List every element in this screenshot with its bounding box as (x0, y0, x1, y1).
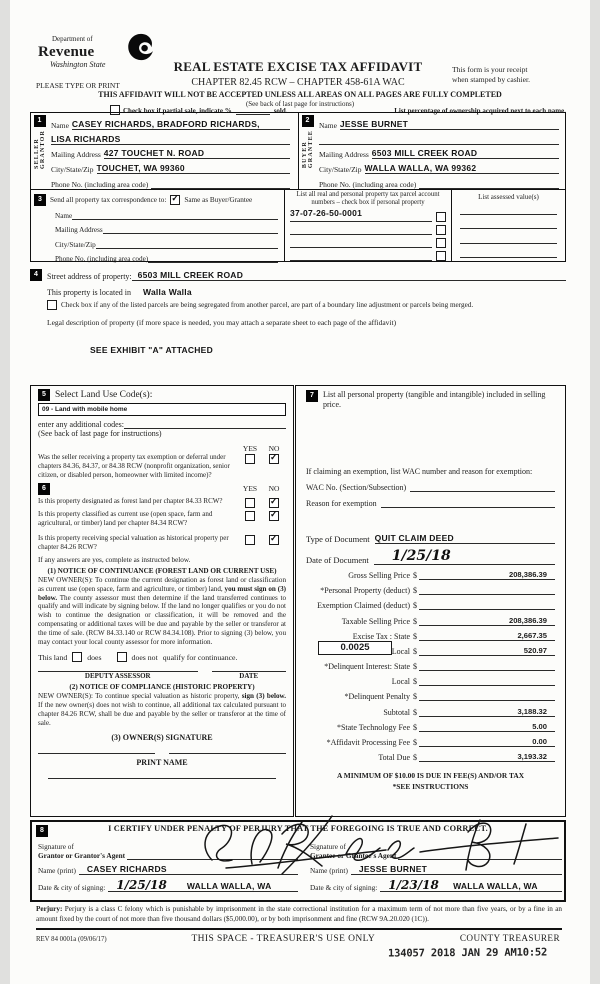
dollar-sign: $ (413, 662, 417, 672)
certify-statement: I CERTIFY UNDER PENALTY OF PERJURY THAT THE FOREGOING IS TRUE AND CORRECT. (108, 824, 488, 833)
q-historic-yes-checkbox[interactable] (245, 535, 255, 545)
cashier-date-stamp: 134057 2018 JAN 29 AM10:52 (387, 946, 548, 960)
yes-label: YES (242, 444, 258, 453)
q-forest-yes-checkbox[interactable] (245, 498, 255, 508)
grantee-date-value: 1/23/18 (388, 878, 439, 892)
deputy-assessor-label: DEPUTY ASSESSOR (84, 672, 151, 681)
corr-name-label: Name (55, 212, 73, 221)
street-address-label: Street address of property: (47, 272, 132, 281)
affidavit-processing-fee-field[interactable]: 0.00 (419, 737, 555, 747)
form-title: REAL ESTATE EXCISE TAX AFFIDAVIT (173, 59, 423, 74)
q-exemption-no-checkbox[interactable] (269, 454, 279, 464)
buyer-section (298, 113, 567, 189)
owner-signature-field-1[interactable] (38, 753, 155, 754)
grantee-city-field[interactable] (429, 881, 562, 892)
deputy-assessor-date-field[interactable] (212, 671, 286, 672)
date-of-document-label: Date of Document (306, 554, 369, 565)
grantor-name-value: CASEY RICHARDS (86, 864, 167, 874)
money-row: Local $ (306, 671, 555, 686)
type-of-document-field[interactable] (375, 533, 555, 544)
money-row: *Personal Property (deduct) $ (306, 580, 555, 595)
money-row: Subtotal $ 3,188.32 (306, 701, 555, 716)
check-icon: ✓ (270, 532, 278, 543)
buyer-name-label: Name (319, 120, 337, 130)
notice1-title: (1) NOTICE OF CONTINUANCE (FOREST LAND OR CURRENT USE) (47, 566, 277, 575)
county-treasurer-label: COUNTY TREASURER (459, 933, 560, 943)
minimum-note: A MINIMUM OF $10.00 IS DUE IN FEE(S) AND/OR TAX *SEE INSTRUCTIONS (336, 771, 525, 791)
please-type-or-print: PLEASE TYPE OR PRINT (36, 81, 120, 90)
excise-tax-local-field[interactable]: 520.97 (419, 646, 555, 656)
corr-mailing-label: Mailing Address (55, 226, 103, 235)
corr-mailing-field[interactable] (103, 233, 278, 234)
money-row: Total Due $ 3,193.32 (306, 747, 555, 762)
dor-swirl-icon (126, 32, 156, 62)
does-label: does (87, 652, 102, 662)
buyer-name-value: JESSE BURNET (339, 118, 409, 129)
section-7-number: 7 (306, 390, 318, 402)
street-address-field[interactable] (132, 270, 566, 281)
grantee-sig-label: Signature of Grantee or Grantee's Agent (310, 841, 397, 860)
gross-selling-price-field[interactable]: 208,386.39 (419, 570, 555, 580)
personal-property-checkbox-3[interactable] (436, 238, 446, 248)
buyer-mailing-field[interactable] (372, 148, 559, 159)
grantee-signature-field[interactable] (398, 859, 562, 860)
seller-city-label: City/State/Zip (51, 165, 94, 175)
grantor-city-field[interactable] (160, 881, 298, 892)
additional-codes-label: enter any additional codes: (38, 420, 124, 429)
section-1-number: 1 (34, 115, 46, 127)
send-correspondence-label: Send all property tax correspondence to: (50, 196, 167, 204)
correspondence-left (31, 190, 284, 261)
this-land-label: This land (38, 652, 68, 662)
corr-phone-label: Phone No. (including area code) (55, 254, 149, 263)
partial-sale-sold: sold. (273, 107, 288, 115)
forest-question-row (38, 497, 286, 510)
seller-mailing-field[interactable] (104, 148, 290, 159)
dollar-sign: $ (413, 646, 417, 656)
money-row: Gross Selling Price $ 208,386.39 (306, 565, 555, 580)
seller-name-value: CASEY RICHARDS, BRADFORD RICHARDS, (71, 118, 260, 129)
parcel-numbers-column (284, 190, 452, 261)
legal-description-label: Legal description of property (if more space is needed, you may attach a separate sheet to each page of the affidavit) (47, 318, 397, 327)
money-row: *Delinquent Interest: State $ (306, 656, 555, 671)
print-name-line (38, 778, 286, 779)
money-row: *State Technology Fee $ 5.00 (306, 717, 555, 732)
seller-name-field-2[interactable] (51, 134, 290, 145)
buyer-phone-label: Phone No. (including area code) (319, 179, 417, 189)
wac-field[interactable] (410, 491, 555, 492)
grantor-date-label: Date & city of signing: (38, 883, 106, 892)
personal-property-text: List all personal property (tangible and intangible) included in selling price. (323, 390, 546, 410)
local-rate-box: 0.0025 (318, 641, 392, 655)
check-icon: ✓ (171, 193, 179, 203)
see-back-note-2: (See back of last page for instructions) (38, 429, 162, 438)
grantee-name-label: Name (print) (310, 866, 348, 875)
does-not-checkbox[interactable] (117, 652, 127, 662)
owner-signature-lines (38, 753, 286, 754)
parcel-number-field[interactable] (290, 203, 432, 222)
parcel-field-4[interactable] (290, 260, 432, 261)
money-row: *Affidavit Processing Fee $ 0.00 (306, 732, 555, 747)
money-row: Exemption Claimed (deduct) $ (306, 595, 555, 610)
historic-question-row (38, 534, 286, 552)
grantor-name-label: Name (print) (38, 866, 76, 875)
corr-phone-field[interactable] (148, 262, 278, 263)
located-in-label: This property is located in (47, 288, 131, 297)
check-icon: ✓ (270, 495, 278, 506)
seller-mailing-value: 427 TOUCHET N. ROAD (103, 148, 205, 159)
assessed-field-2[interactable] (460, 228, 557, 229)
form-chapter: CHAPTER 82.45 RCW – CHAPTER 458-61A WAC (191, 77, 405, 88)
q-historic-no-checkbox[interactable] (269, 532, 279, 545)
logo-line2: Revenue (38, 43, 95, 60)
if-any-note: If any answers are yes, complete as instructed below. (38, 555, 191, 564)
print-name-field[interactable] (48, 778, 276, 779)
receipt-line2: when stamped by cashier. (452, 75, 531, 85)
historic-question: Is this property receiving special valuation as historical property per chapter 84.26 RCW? (38, 533, 229, 551)
state-technology-fee-field[interactable]: 5.00 (419, 722, 555, 732)
type-of-document-value: QUIT CLAIM DEED (374, 532, 454, 543)
receipt-note (452, 65, 572, 86)
segregated-text: Check box if any of the listed parcels are being segregated from another parcel, are part of a boundary line adjustment or parcels being merged. (61, 300, 474, 309)
seller-section (31, 113, 298, 189)
partial-sale-label: Check box if partial sale, indicate % (123, 107, 232, 115)
assessed-field-1[interactable] (460, 214, 557, 215)
check-icon: ✓ (270, 508, 278, 519)
corr-city-label: City/State/Zip (55, 240, 96, 249)
see-back-note: (See back of last page for instructions) (245, 100, 355, 108)
seller-name-value-2: LISA RICHARDS (51, 133, 121, 144)
buyer-name-field-2[interactable] (319, 144, 559, 145)
receipt-line1: This form is your receipt (452, 65, 528, 74)
yes-label-6: YES (242, 484, 258, 494)
forest-question: Is this property designated as forest land per chapter 84.33 RCW? (38, 496, 223, 505)
seller-name-field[interactable] (72, 119, 290, 130)
footer-row (36, 933, 560, 944)
yes-no-header-5 (38, 444, 286, 453)
buyer-name-field[interactable] (340, 119, 559, 130)
q-currentuse-no-checkbox[interactable] (269, 508, 279, 521)
personal-property-column (295, 385, 566, 817)
section-4-number: 4 (30, 269, 42, 281)
personal-property-checkbox-4[interactable] (436, 251, 446, 261)
assessed-field-4[interactable] (460, 257, 557, 258)
notice1-body: NEW OWNER(S): To continue the current designation as forest land or classification as current use (open space, farm and agriculture, or timber) land, you must sign on (3) below. The county assessor must then determine if the land transferred continues to qualify and will indicate by signing below. If the land no longer qualifies or you do not wish to continue the designation or classification, it will be removed and the compensating or additional taxes will be due and payable by the seller or transferor at the time of sale. (RCW 84.33.140 or RCW 84.34.108). Prior to signing (3) below, you may contact your local county assessor for more information. (38, 575, 286, 647)
reason-label: Reason for exemption (306, 498, 377, 508)
dor-logo (38, 36, 105, 69)
scan-edge-left (0, 0, 10, 984)
not-accepted-notice: THIS AFFIDAVIT WILL NOT BE ACCEPTED UNLESS ALL AREAS ON ALL PAGES ARE FULLY COMPLETED (98, 90, 502, 99)
parties-box (30, 112, 566, 262)
q-currentuse-yes-checkbox[interactable] (245, 511, 255, 521)
dollar-sign: $ (413, 601, 417, 611)
deputy-assessor-lines (38, 671, 286, 672)
notice2-title: (2) NOTICE OF COMPLIANCE (HISTORIC PROPERTY) (69, 683, 255, 692)
section-6-bar (38, 483, 286, 495)
no-label-6: NO (268, 484, 280, 494)
dollar-sign: $ (413, 753, 417, 763)
type-of-document-label: Type of Document (306, 533, 370, 544)
personal-property-checkbox-2[interactable] (436, 225, 446, 235)
seller-city-field[interactable] (97, 163, 291, 174)
dollar-sign: $ (413, 722, 417, 732)
land-use-title: Select Land Use Code(s): (55, 390, 153, 400)
corr-name-field[interactable] (72, 219, 278, 220)
dollar-sign: $ (413, 677, 417, 687)
section-3-number: 3 (34, 194, 46, 206)
grantor-sig-label: Signature of Grantor or Grantor's Agent (38, 841, 126, 860)
section-5-number: 5 (38, 389, 50, 401)
qualify-label: qualify for continuance. (162, 652, 238, 662)
buyer-side-label: BUYER GRANTEE (301, 130, 314, 169)
property-address-section (30, 264, 566, 355)
owners-signature-label: (3) OWNER(S) SIGNATURE (111, 732, 213, 742)
grantor-name-field[interactable] (79, 864, 298, 875)
segregated-checkbox[interactable] (47, 300, 57, 310)
grantor-date-field[interactable] (108, 878, 167, 892)
ownership-note: List percentage of ownership acquired next to each name. (394, 107, 566, 115)
grantee-signature-block (310, 839, 562, 892)
dollar-sign: $ (413, 570, 417, 580)
check-icon: ✓ (270, 452, 278, 462)
form-revision: REV 84 0001a (09/06/17) (36, 936, 107, 943)
street-address-value: 6503 MILL CREEK ROAD (137, 270, 244, 280)
exemption-question: Was the seller receiving a property tax exemption or deferral under chapters 84.36, 84.37, or 84.38 RCW (nonprofit organization, senior citizen, or disabled person, homeowner with limited income)? (38, 453, 230, 479)
does-checkbox[interactable] (72, 652, 82, 662)
buyer-city-value: WALLA WALLA, WA 99362 (364, 163, 477, 174)
grantor-signature-block (38, 839, 298, 892)
located-in-value: Walla Walla (142, 287, 192, 297)
logo-line1: Department of (52, 35, 93, 43)
scan-edge-right (590, 0, 600, 984)
logo-line3: Washington State (50, 59, 106, 69)
section-6-number: 6 (38, 483, 50, 495)
dollar-sign: $ (413, 692, 417, 702)
same-as-buyer-label: Same as Buyer/Grantee (184, 196, 253, 204)
additional-codes-field[interactable] (124, 428, 286, 429)
q-forest-no-checkbox[interactable] (269, 495, 279, 508)
buyer-mailing-label: Mailing Address (319, 150, 369, 160)
taxable-selling-price-field[interactable]: 208,386.39 (419, 616, 555, 626)
dollar-sign: $ (413, 631, 417, 641)
owner-signature-field-2[interactable] (169, 753, 286, 754)
grantee-name-value: JESSE BURNET (358, 864, 428, 874)
grantee-date-label: Date & city of signing: (310, 883, 378, 892)
q-exemption-yes-checkbox[interactable] (245, 454, 255, 464)
grantor-city-value: WALLA WALLA, WA (186, 881, 272, 891)
perjury-statement: Perjury: Perjury is a class C felony which is punishable by imprisonment in the state correctional institution for a maximum term of not more than five years, or by a fine in an amount fixed by the court of not more than five thousand dollars ($5,000.00), or by both imprisonment and fine (RCW 9A.20.020 (1C)). (36, 905, 562, 930)
exemption-heading: If claiming an exemption, list WAC number and reason for exemption: (306, 466, 533, 476)
parcel-field-3[interactable] (290, 247, 432, 248)
exemption-question-row (38, 453, 286, 480)
wac-label: WAC No. (Section/Subsection) (306, 482, 407, 492)
seller-fields (48, 113, 298, 189)
buyer-mailing-value: 6503 MILL CREEK ROAD (371, 148, 478, 159)
form-title-block (120, 59, 476, 88)
this-land-row (38, 652, 286, 662)
personal-property-checkbox-1[interactable] (436, 212, 446, 222)
section-7-header (306, 390, 555, 411)
assessed-values-column (452, 190, 565, 261)
reason-field[interactable] (381, 507, 555, 508)
land-use-column (30, 385, 294, 817)
seller-side-label: SELLER GRANTOR (33, 130, 46, 169)
notice2-body: NEW OWNER(S): To continue special valuation as historic property, sign (3) below. If the new owner(s) does not wish to continue, all additional tax calculated pursuant to chapter 84.26 RCW, shall be due and payable by the seller or transferor at the time of sale. (38, 692, 286, 727)
current-use-question-row (38, 510, 286, 528)
tax-correspondence-section (31, 189, 565, 261)
dollar-sign: $ (413, 586, 417, 596)
dollar-sign: $ (413, 707, 417, 717)
seller-city-value: TOUCHET, WA 99360 (96, 163, 185, 174)
subtotal-field[interactable]: 3,188.32 (419, 707, 555, 717)
grantor-signature-field[interactable] (127, 859, 298, 860)
dollar-sign: $ (413, 616, 417, 626)
no-label: NO (268, 444, 280, 453)
grantee-date-field[interactable] (380, 878, 439, 892)
assessed-field-3[interactable] (460, 243, 557, 244)
does-not-label: does not (131, 652, 158, 662)
excise-tax-state-field[interactable]: 2,667.35 (419, 631, 555, 641)
parcel-number-value: 37-07-26-50-0001 (290, 208, 363, 219)
date-of-document-value: 1/25/18 (391, 547, 451, 564)
grantee-name-field[interactable] (351, 864, 562, 875)
date-of-document-field[interactable] (374, 548, 555, 565)
parcel-field-2[interactable] (290, 234, 432, 235)
date-label: DATE (239, 672, 259, 681)
seller-name-label: Name (51, 120, 69, 130)
deputy-assessor-signature-field[interactable] (38, 671, 198, 672)
total-due-field[interactable]: 3,193.32 (419, 752, 555, 762)
assessed-header: List assessed value(s) (478, 193, 539, 201)
grantee-city-value: WALLA WALLA, WA (453, 881, 538, 891)
money-row-local: 0.0025 Local $ 520.97 (306, 641, 555, 656)
money-row: Excise Tax : State $ 2,667.35 (306, 626, 555, 641)
exhibit-note: SEE EXHIBIT "A" ATTACHED (90, 345, 213, 355)
parcel-header: List all real and personal property tax parcel account numbers – check box if personal property (296, 191, 440, 207)
current-use-question: Is this property classified as current use (open space, farm and agricultural, or timber) land per chapter 84.34 RCW? (38, 509, 213, 527)
deputy-assessor-labels (38, 672, 286, 680)
personal-property-blank-area[interactable] (306, 411, 555, 467)
print-name-label: PRINT NAME (136, 757, 188, 767)
same-as-buyer-checkbox[interactable] (170, 195, 180, 205)
seller-mailing-label: Mailing Address (51, 150, 101, 160)
dollar-sign: $ (413, 738, 417, 748)
section-8-number: 8 (36, 825, 48, 837)
certification-section (30, 820, 566, 902)
corr-city-field[interactable] (96, 248, 278, 249)
buyer-city-label: City/State/Zip (319, 165, 362, 175)
money-row: Taxable Selling Price $ 208,386.39 (306, 610, 555, 625)
buyer-fields (316, 113, 567, 189)
grantor-date-value: 1/25/18 (116, 878, 167, 892)
land-use-code-select[interactable]: 09 - Land with mobile home (38, 403, 286, 416)
seller-numcol (31, 113, 48, 189)
section-2-number: 2 (302, 115, 314, 127)
middle-columns (30, 385, 566, 817)
buyer-numcol (299, 113, 316, 189)
seller-phone-label: Phone No. (including area code) (51, 179, 149, 189)
money-row: *Delinquent Penalty $ (306, 686, 555, 701)
treasurer-space-label: THIS SPACE - TREASURER'S USE ONLY (191, 934, 376, 944)
buyer-city-field[interactable] (365, 163, 560, 174)
